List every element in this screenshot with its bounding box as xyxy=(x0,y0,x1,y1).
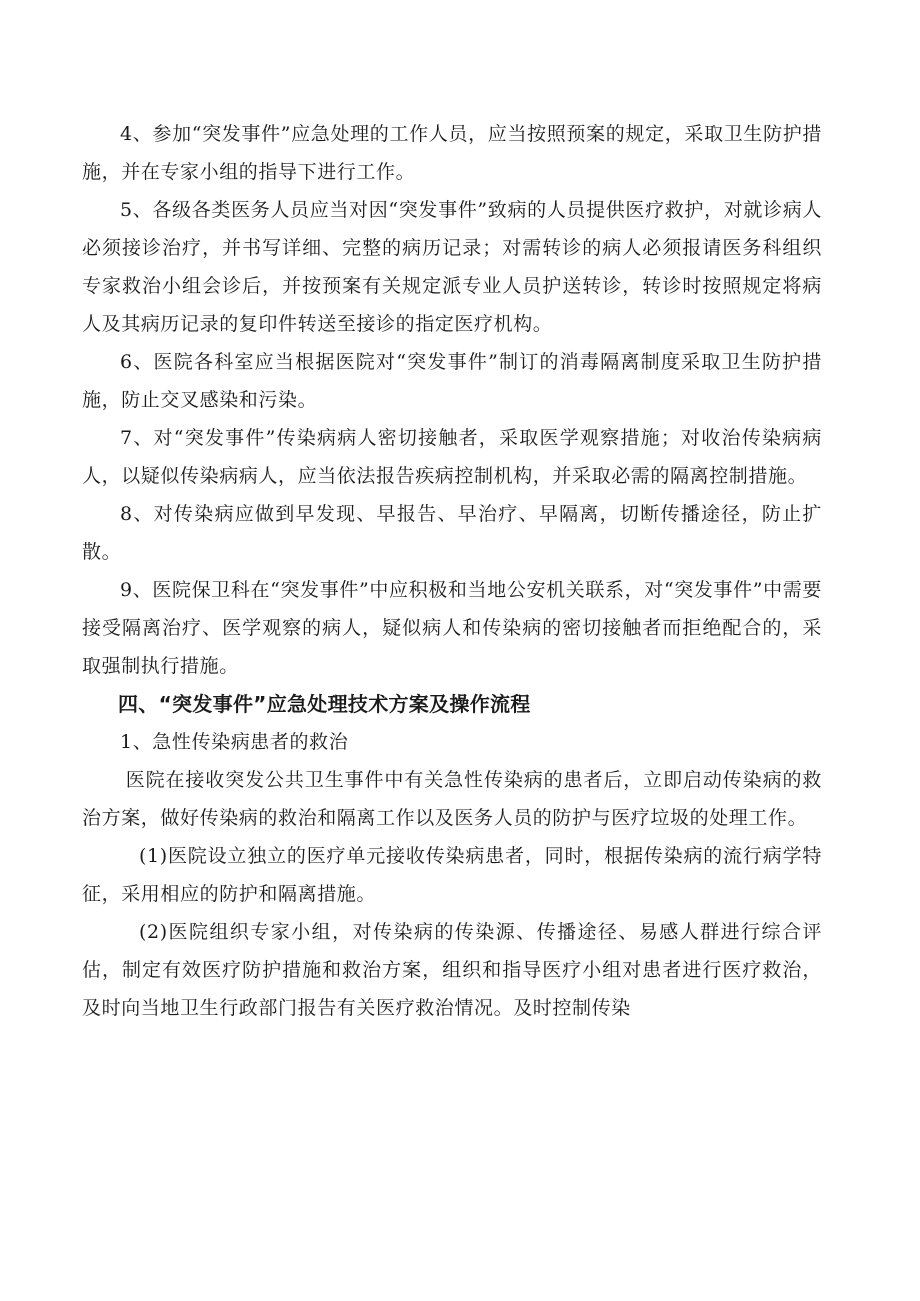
paragraph-item-5: 5、各级各类医务人员应当对因“突发事件”致病的人员提供医疗救护，对就诊病人必须接诊治疗，并书写详细、完整的病历记录；对需转诊的病人必须报请医务科组织专家救治小组会诊后，并按预案有关规定派专业人员护送转诊，转诊时按照规定将病人及其病历记录的复印件转送至接诊的指定医疗机构。 xyxy=(82,199,822,335)
intro-paragraph: 医院在接收突发公共卫生事件中有关急性传染病的患者后，立即启动传染病的救治方案，做好传染病的救治和隔离工作以及医务人员的防护与医疗垃圾的处理工作。 xyxy=(82,769,822,829)
paragraph-item-8: 8、对传染病应做到早发现、早报告、早治疗、早隔离，切断传播途径，防止扩散。 xyxy=(82,503,822,563)
paragraph-item-9: 9、医院保卫科在“突发事件”中应积极和当地公安机关联系，对“突发事件”中需要接受隔离治疗、医学观察的病人，疑似病人和传染病的密切接触者而拒绝配合的，采取强制执行措施。 xyxy=(82,579,822,677)
section-heading: 四、“突发事件”应急处理技术方案及操作流程 xyxy=(118,692,531,716)
document-body xyxy=(82,115,822,1027)
list-item-2: (2)医院组织专家小组，对传染病的传染源、传播途径、易感人群进行综合评估，制定有效医疗防护措施和救治方案，组织和指导医疗小组对患者进行医疗救治，及时向当地卫生行政部门报告有关医疗救治情况。及时控制传染 xyxy=(82,921,822,1019)
paragraph-item-7: 7、对“突发事件”传染病病人密切接触者，采取医学观察措施；对收治传染病病人，以疑似传染病病人，应当依法报告疾病控制机构，并采取必需的隔离控制措施。 xyxy=(82,427,822,487)
list-item-1: (1)医院设立独立的医疗单元接收传染病患者，同时，根据传染病的流行病学特征，采用相应的防护和隔离措施。 xyxy=(82,845,822,905)
paragraph-item-6: 6、医院各科室应当根据医院对“突发事件”制订的消毒隔离制度采取卫生防护措施，防止交叉感染和污染。 xyxy=(82,351,822,411)
paragraph-item-4: 4、参加“突发事件”应急处理的工作人员，应当按照预案的规定，采取卫生防护措施，并在专家小组的指导下进行工作。 xyxy=(82,123,822,183)
subsection-heading: 1、急性传染病患者的救治 xyxy=(120,731,349,753)
